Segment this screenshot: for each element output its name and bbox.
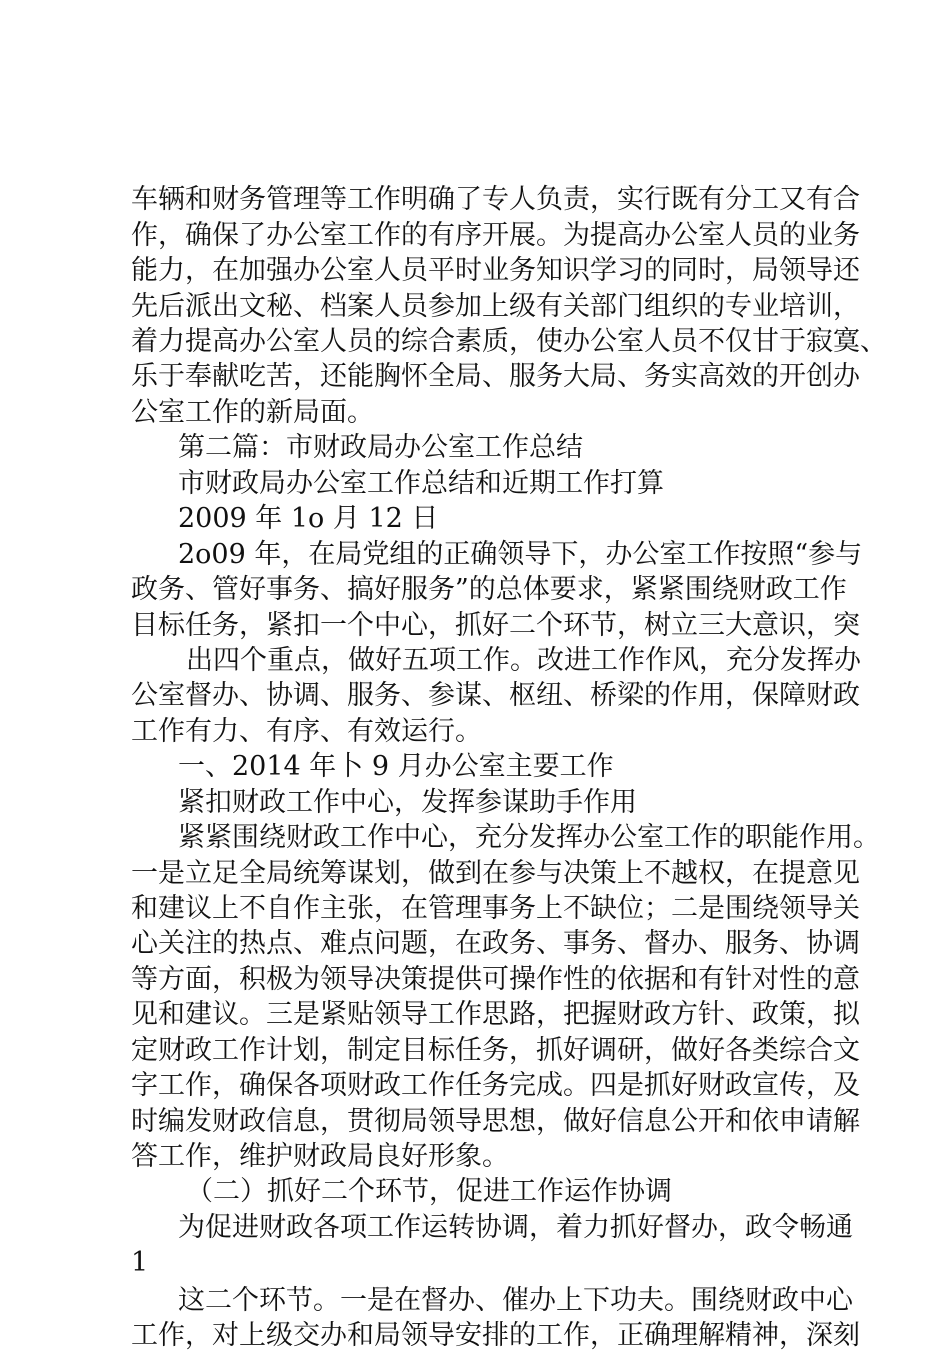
- text-line: 等方面，积极为领导决策提供可操作性的依据和有针对性的意: [131, 964, 860, 995]
- text-line: 见和建议。三是紧贴领导工作思路，把握财政方针、政策，拟: [131, 999, 860, 1030]
- text-line: 着力提高办公室人员的综合素质，使办公室人员不仅甘于寂寞、: [131, 326, 887, 357]
- section-heading: （二）抓好二个环节，促进工作运作协调: [186, 1176, 672, 1207]
- section-heading: 一、2014 年卜 9 月办公室主要工作: [178, 751, 614, 782]
- text-line: 这二个环节。一是在督办、催办上下功夫。围绕财政中心: [178, 1285, 853, 1316]
- section-heading: 紧扣财政工作中心，发挥参谋助手作用: [178, 787, 637, 818]
- text-line: 为促进财政各项工作运转协调，着力抓好督办，政令畅通: [178, 1212, 853, 1243]
- text-line: 车辆和财务管理等工作明确了专人负责，实行既有分工又有合: [131, 184, 860, 215]
- text-line: 出四个重点，做好五项工作。改进工作作风，充分发挥办: [186, 645, 861, 676]
- text-line: 2o09 年，在局党组的正确领导下，办公室工作按照“参与: [178, 539, 863, 570]
- text-line: 政务、管好事务、搞好服务”的总体要求，紧紧围绕财政工作: [131, 574, 847, 605]
- text-line: 字工作，确保各项财政工作任务完成。四是抓好财政宣传，及: [131, 1070, 860, 1101]
- text-line: 工作有力、有序、有效运行。: [131, 716, 482, 747]
- text-line: 心关注的热点、难点问题，在政务、事务、督办、服务、协调: [131, 928, 860, 959]
- inline-page-number: 1: [131, 1247, 149, 1278]
- text-line: 答工作，维护财政局良好形象。: [131, 1141, 509, 1172]
- text-line: 定财政工作计划，制定目标任务，抓好调研，做好各类综合文: [131, 1035, 860, 1066]
- text-line: 和建议上不自作主张，在管理事务上不缺位；二是围绕领导关: [131, 893, 860, 924]
- document-date: 2009 年 1o 月 12 日: [178, 503, 439, 534]
- text-line: 能力，在加强办公室人员平时业务知识学习的同时，局领导还: [131, 255, 860, 286]
- text-line: 紧紧围绕财政工作中心，充分发挥办公室工作的职能作用。: [178, 822, 880, 853]
- text-line: 公室督办、协调、服务、参谋、枢纽、桥梁的作用，保障财政: [131, 680, 860, 711]
- text-line: 乐于奉献吃苦，还能胸怀全局、服务大局、务实高效的开创办: [131, 361, 860, 392]
- text-line: 公室工作的新局面。: [131, 397, 374, 428]
- text-line: 工作，对上级交办和局领导安排的工作，正确理解精神，深刻: [131, 1320, 860, 1351]
- text-line: 目标任务，紧扣一个中心，抓好二个环节，树立三大意识，突: [131, 610, 860, 641]
- text-line: 时编发财政信息，贯彻局领导思想，做好信息公开和依申请解: [131, 1106, 860, 1137]
- text-line: 一是立足全局统筹谋划，做到在参与决策上不越权，在提意见: [131, 858, 860, 889]
- text-line: 作，确保了办公室工作的有序开展。为提高办公室人员的业务: [131, 220, 860, 251]
- text-line: 先后派出文秘、档案人员参加上级有关部门组织的专业培训，: [131, 291, 860, 322]
- section-heading: 第二篇：市财政局办公室工作总结: [178, 432, 583, 463]
- document-title: 市财政局办公室工作总结和近期工作打算: [178, 468, 664, 499]
